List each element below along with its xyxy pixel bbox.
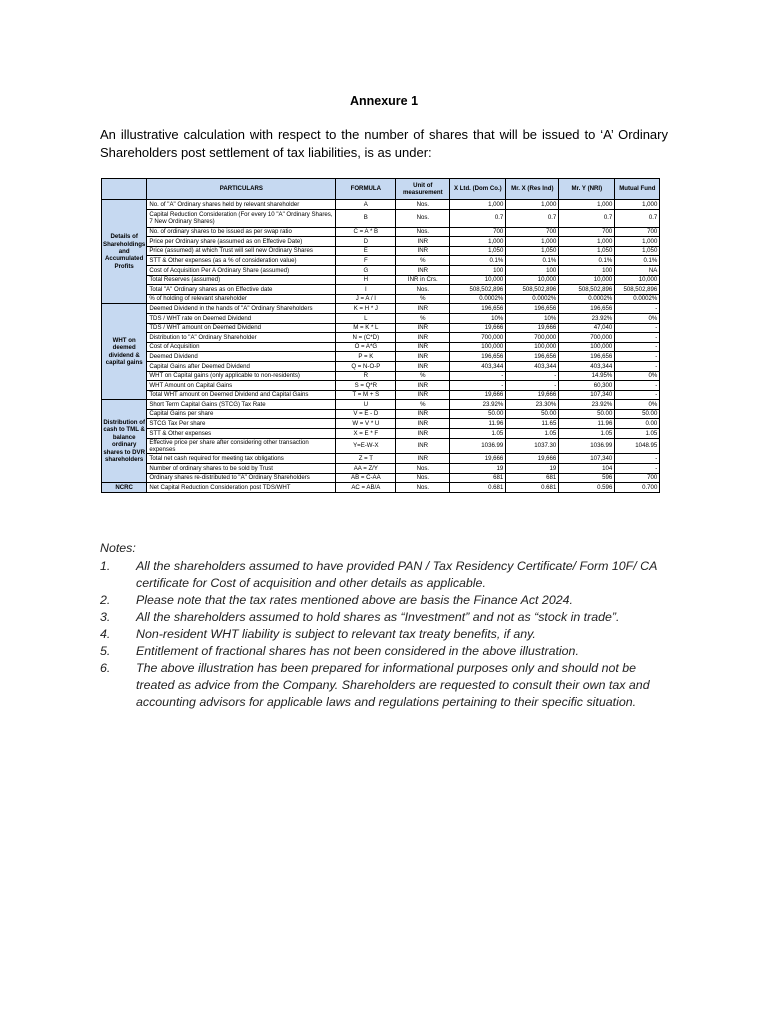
cell-mr-x: 1,050 — [506, 246, 559, 256]
table-row — [102, 390, 660, 400]
cell-mr-x: - — [506, 371, 559, 381]
cell-formula: W = V * U — [336, 419, 396, 429]
table-row — [102, 483, 660, 493]
cell-formula: X = E * F — [336, 429, 396, 439]
cell-unit: INR — [396, 304, 450, 314]
cell-mr-y: 196,656 — [559, 304, 615, 314]
cell-x-ltd: 19 — [450, 464, 506, 474]
cell-particulars: Ordinary shares re-distributed to "A" Ordinary Shareholders — [147, 473, 336, 483]
cell-mutual-fund: 1,000 — [615, 237, 660, 247]
cell-particulars: Distribution to "A" Ordinary Shareholder — [147, 333, 336, 343]
cell-unit: INR — [396, 246, 450, 256]
cell-x-ltd: 1,000 — [450, 237, 506, 247]
cell-x-ltd: 1036.99 — [450, 438, 506, 454]
cell-mr-y: 700,000 — [559, 333, 615, 343]
notes-list — [100, 558, 670, 711]
table-row — [102, 227, 660, 237]
cell-particulars: WHT Amount on Capital Gains — [147, 381, 336, 391]
cell-mutual-fund: 0.7 — [615, 209, 660, 227]
row-group-label: Details of Shareholdings and Accumulated Profits — [102, 200, 147, 304]
table-row — [102, 454, 660, 464]
cell-x-ltd: 196,656 — [450, 352, 506, 362]
cell-x-ltd: 19,666 — [450, 454, 506, 464]
note-number: 3. — [100, 610, 111, 624]
note-item — [100, 558, 670, 592]
cell-mr-x: - — [506, 381, 559, 391]
cell-particulars: Price (assumed) at which Trust will sell new Ordinary Shares — [147, 246, 336, 256]
cell-mr-y: 100,000 — [559, 342, 615, 352]
cell-mr-x: 1,000 — [506, 237, 559, 247]
cell-unit: % — [396, 400, 450, 410]
cell-mr-x: 19,666 — [506, 323, 559, 333]
cell-mr-y: 104 — [559, 464, 615, 474]
cell-mutual-fund: 0.00 — [615, 419, 660, 429]
cell-particulars: Total net cash required for meeting tax obligations — [147, 454, 336, 464]
cell-unit: INR — [396, 429, 450, 439]
table-row — [102, 473, 660, 483]
cell-mutual-fund: - — [615, 381, 660, 391]
cell-x-ltd: 403,344 — [450, 361, 506, 371]
calculation-table — [101, 178, 660, 493]
header-mr-y: Mr. Y (NRI) — [559, 179, 615, 200]
cell-mr-y: 508,502,896 — [559, 285, 615, 295]
cell-mr-y: 0.0002% — [559, 294, 615, 304]
note-number: 1. — [100, 559, 111, 573]
table-row — [102, 429, 660, 439]
table-row — [102, 381, 660, 391]
cell-mutual-fund: 0.1% — [615, 256, 660, 266]
cell-formula: Z = T — [336, 454, 396, 464]
cell-mr-y: 23.92% — [559, 313, 615, 323]
cell-formula: K = H * J — [336, 304, 396, 314]
cell-particulars: TDS / WHT rate on Deemed Dividend — [147, 313, 336, 323]
table-row — [102, 275, 660, 285]
cell-formula: AC = AB/A — [336, 483, 396, 493]
cell-particulars: Effective price per share after considering other transaction expenses — [147, 438, 336, 454]
cell-mr-x: 1,000 — [506, 200, 559, 210]
cell-formula: B — [336, 209, 396, 227]
cell-unit: % — [396, 256, 450, 266]
header-mr-x: Mr. X (Res Ind) — [506, 179, 559, 200]
cell-mr-x: 0.7 — [506, 209, 559, 227]
cell-particulars: Short Term Capital Gains (STCG) Tax Rate — [147, 400, 336, 410]
header-unit: Unit of measurement — [396, 179, 450, 200]
cell-unit: INR — [396, 352, 450, 362]
cell-mr-x: 100,000 — [506, 342, 559, 352]
cell-mr-y: 14.95% — [559, 371, 615, 381]
cell-particulars: Price per Ordinary share (assumed as on Effective Date) — [147, 237, 336, 247]
cell-particulars: Total Reserves (assumed) — [147, 275, 336, 285]
cell-particulars: Total "A" Ordinary shares as on Effective date — [147, 285, 336, 295]
cell-mutual-fund: 508,502,896 — [615, 285, 660, 295]
cell-x-ltd: 50.00 — [450, 409, 506, 419]
note-item — [100, 626, 670, 643]
cell-mutual-fund: 0% — [615, 371, 660, 381]
cell-formula: L — [336, 313, 396, 323]
cell-mr-y: 10,000 — [559, 275, 615, 285]
notes-section — [100, 540, 670, 711]
cell-x-ltd: 10,000 — [450, 275, 506, 285]
cell-unit: Nos. — [396, 227, 450, 237]
cell-x-ltd: 1,000 — [450, 200, 506, 210]
cell-unit: % — [396, 294, 450, 304]
cell-formula: C = A * B — [336, 227, 396, 237]
cell-unit: INR — [396, 454, 450, 464]
cell-unit: INR — [396, 237, 450, 247]
cell-formula: N = (C*D) — [336, 333, 396, 343]
cell-mr-x: 0.1% — [506, 256, 559, 266]
notes-label: Notes: — [100, 541, 136, 555]
cell-mr-y: 1036.99 — [559, 438, 615, 454]
table-row — [102, 256, 660, 266]
cell-mr-x: 0.0002% — [506, 294, 559, 304]
cell-unit: INR — [396, 265, 450, 275]
cell-x-ltd: 508,502,896 — [450, 285, 506, 295]
cell-mutual-fund: 700 — [615, 473, 660, 483]
cell-mr-x: 19,666 — [506, 390, 559, 400]
note-text: All the shareholders assumed to have provided PAN / Tax Residency Certificate/ Form 10F/ CA certificate for Cost of acquisition and other details as applicable. — [136, 559, 657, 590]
cell-mr-y: 0.7 — [559, 209, 615, 227]
table-row — [102, 464, 660, 474]
cell-mr-y: 1.05 — [559, 429, 615, 439]
cell-mr-y: 23.92% — [559, 400, 615, 410]
cell-mr-y: 403,344 — [559, 361, 615, 371]
cell-unit: % — [396, 313, 450, 323]
cell-mr-y: 700 — [559, 227, 615, 237]
note-item — [100, 592, 670, 609]
cell-mr-x: 1037.30 — [506, 438, 559, 454]
cell-mutual-fund: - — [615, 304, 660, 314]
cell-mutual-fund: - — [615, 390, 660, 400]
cell-unit: INR — [396, 438, 450, 454]
cell-particulars: No. of ordinary shares to be issued as per swap ratio — [147, 227, 336, 237]
cell-mr-y: 47,040 — [559, 323, 615, 333]
cell-formula: AB = C-AA — [336, 473, 396, 483]
note-number: 6. — [100, 661, 111, 675]
cell-mr-x: 681 — [506, 473, 559, 483]
note-number: 5. — [100, 644, 111, 658]
cell-mr-x: 700,000 — [506, 333, 559, 343]
cell-unit: Nos. — [396, 483, 450, 493]
cell-mr-y: 107,340 — [559, 454, 615, 464]
cell-particulars: Capital Gains after Deemed Dividend — [147, 361, 336, 371]
cell-mutual-fund: - — [615, 333, 660, 343]
cell-mr-y: 1,000 — [559, 237, 615, 247]
table-row — [102, 438, 660, 454]
cell-mr-x: 19,666 — [506, 454, 559, 464]
cell-mr-y: 1,000 — [559, 200, 615, 210]
cell-unit: INR — [396, 390, 450, 400]
cell-mutual-fund: 10,000 — [615, 275, 660, 285]
note-text: Please note that the tax rates mentioned above are basis the Finance Act 2024. — [136, 593, 573, 607]
cell-particulars: % of holding of relevant shareholder — [147, 294, 336, 304]
table-row — [102, 371, 660, 381]
cell-x-ltd: 0.1% — [450, 256, 506, 266]
cell-unit: INR — [396, 323, 450, 333]
cell-mutual-fund: 1048.95 — [615, 438, 660, 454]
cell-x-ltd: 0.0002% — [450, 294, 506, 304]
cell-formula: S = Q*R — [336, 381, 396, 391]
note-text: Non-resident WHT liability is subject to relevant tax treaty benefits, if any. — [136, 627, 536, 641]
cell-particulars: Total WHT amount on Deemed Dividend and Capital Gains — [147, 390, 336, 400]
cell-mr-y: 60,300 — [559, 381, 615, 391]
cell-unit: Nos. — [396, 285, 450, 295]
calculation-table-wrapper — [101, 178, 660, 493]
cell-mutual-fund: - — [615, 323, 660, 333]
table-row — [102, 313, 660, 323]
cell-mr-x: 700 — [506, 227, 559, 237]
table-row — [102, 352, 660, 362]
note-item — [100, 660, 670, 711]
cell-mr-x: 50.00 — [506, 409, 559, 419]
cell-formula: U — [336, 400, 396, 410]
cell-mr-y: 596 — [559, 473, 615, 483]
cell-particulars: STCG Tax Per share — [147, 419, 336, 429]
cell-formula: R — [336, 371, 396, 381]
header-x-ltd: X Ltd. (Dom Co.) — [450, 179, 506, 200]
cell-unit: Nos. — [396, 209, 450, 227]
cell-x-ltd: 100 — [450, 265, 506, 275]
cell-particulars: TDS / WHT amount on Deemed Dividend — [147, 323, 336, 333]
cell-formula: T = M + S — [336, 390, 396, 400]
cell-formula: P = K — [336, 352, 396, 362]
cell-x-ltd: 681 — [450, 473, 506, 483]
note-number: 2. — [100, 593, 111, 607]
cell-x-ltd: 0.681 — [450, 483, 506, 493]
cell-mutual-fund: 0.700 — [615, 483, 660, 493]
header-particulars: PARTICULARS — [147, 179, 336, 200]
table-row — [102, 409, 660, 419]
cell-x-ltd: 100,000 — [450, 342, 506, 352]
cell-unit: INR in Crs. — [396, 275, 450, 285]
cell-mr-x: 0.681 — [506, 483, 559, 493]
cell-mutual-fund: 700 — [615, 227, 660, 237]
cell-mutual-fund: 0% — [615, 313, 660, 323]
cell-particulars: Capital Gains per share — [147, 409, 336, 419]
row-group-label: Distribution of cash to TML & balance ordinary shares to DVR shareholders — [102, 400, 147, 483]
cell-x-ltd: 0.7 — [450, 209, 506, 227]
cell-mr-x: 23.30% — [506, 400, 559, 410]
cell-unit: Nos. — [396, 464, 450, 474]
table-row — [102, 323, 660, 333]
cell-formula: I — [336, 285, 396, 295]
cell-mutual-fund: 0% — [615, 400, 660, 410]
cell-mr-x: 10% — [506, 313, 559, 323]
header-mutual-fund: Mutual Fund — [615, 179, 660, 200]
note-text: Entitlement of fractional shares has not been considered in the above illustration. — [136, 644, 579, 658]
cell-mutual-fund: 50.00 — [615, 409, 660, 419]
note-text: All the shareholders assumed to hold shares as “Investment” and not as “stock in trade”. — [136, 610, 620, 624]
cell-mutual-fund: - — [615, 361, 660, 371]
cell-particulars: Net Capital Reduction Consideration post TDS/WHT — [147, 483, 336, 493]
cell-x-ltd: 1.05 — [450, 429, 506, 439]
table-row — [102, 333, 660, 343]
table-row — [102, 304, 660, 314]
table-row — [102, 361, 660, 371]
cell-mutual-fund: NA — [615, 265, 660, 275]
cell-unit: INR — [396, 381, 450, 391]
cell-mr-x: 100 — [506, 265, 559, 275]
cell-unit: INR — [396, 342, 450, 352]
cell-unit: INR — [396, 419, 450, 429]
cell-mutual-fund: - — [615, 464, 660, 474]
cell-mutual-fund: 1.05 — [615, 429, 660, 439]
cell-mutual-fund: 1,050 — [615, 246, 660, 256]
cell-x-ltd: 1,050 — [450, 246, 506, 256]
cell-mr-y: 100 — [559, 265, 615, 275]
cell-unit: INR — [396, 361, 450, 371]
cell-formula: G — [336, 265, 396, 275]
cell-particulars: No. of "A" Ordinary shares held by relevant shareholder — [147, 200, 336, 210]
table-row — [102, 200, 660, 210]
note-text: The above illustration has been prepared for informational purposes only and should not be treated as advice from the Company. Shareholders are requested to consult their own tax and accounting advisors for applicable laws and regulations pertaining to their specific situation. — [136, 661, 650, 709]
cell-x-ltd: 23.92% — [450, 400, 506, 410]
cell-mr-y: 11.96 — [559, 419, 615, 429]
cell-unit: Nos. — [396, 200, 450, 210]
cell-formula: M = K * L — [336, 323, 396, 333]
cell-formula: Y=E-W-X — [336, 438, 396, 454]
cell-formula: AA = Z/Y — [336, 464, 396, 474]
header-formula: FORMULA — [336, 179, 396, 200]
cell-mr-y: 107,340 — [559, 390, 615, 400]
table-row — [102, 419, 660, 429]
cell-formula: E — [336, 246, 396, 256]
cell-unit: INR — [396, 409, 450, 419]
table-row — [102, 265, 660, 275]
cell-x-ltd: 700 — [450, 227, 506, 237]
cell-mutual-fund: - — [615, 352, 660, 362]
table-row — [102, 246, 660, 256]
cell-mr-x: 508,502,896 — [506, 285, 559, 295]
cell-formula: O = A*G — [336, 342, 396, 352]
cell-formula: D — [336, 237, 396, 247]
cell-mutual-fund: 0.0002% — [615, 294, 660, 304]
cell-x-ltd: 196,656 — [450, 304, 506, 314]
cell-formula: F — [336, 256, 396, 266]
cell-particulars: Number of ordinary shares to be sold by Trust — [147, 464, 336, 474]
cell-mr-y: 0.1% — [559, 256, 615, 266]
row-group-label: WHT on deemed dividend & capital gains — [102, 304, 147, 400]
note-item — [100, 609, 670, 626]
cell-x-ltd: 11.96 — [450, 419, 506, 429]
cell-x-ltd: 19,666 — [450, 390, 506, 400]
table-row — [102, 294, 660, 304]
cell-particulars: Cost of Acquisition Per A Ordinary Share (assumed) — [147, 265, 336, 275]
cell-mr-y: 50.00 — [559, 409, 615, 419]
cell-mr-x: 403,344 — [506, 361, 559, 371]
cell-mr-x: 196,656 — [506, 352, 559, 362]
cell-particulars: STT & Other expenses — [147, 429, 336, 439]
cell-mr-x: 19 — [506, 464, 559, 474]
table-row — [102, 400, 660, 410]
cell-formula: Q = N-O-P — [336, 361, 396, 371]
cell-x-ltd: - — [450, 381, 506, 391]
cell-mr-y: 1,050 — [559, 246, 615, 256]
cell-particulars: Cost of Acquisition — [147, 342, 336, 352]
cell-unit: INR — [396, 333, 450, 343]
cell-particulars: Deemed Dividend in the hands of "A" Ordinary Shareholders — [147, 304, 336, 314]
header-group-blank — [102, 179, 147, 200]
cell-formula: H — [336, 275, 396, 285]
note-number: 4. — [100, 627, 111, 641]
cell-mutual-fund: - — [615, 342, 660, 352]
row-group-label: NCRC — [102, 483, 147, 493]
cell-mr-y: 0.596 — [559, 483, 615, 493]
cell-x-ltd: 19,666 — [450, 323, 506, 333]
cell-particulars: WHT on Capital gains (only applicable to non-residents) — [147, 371, 336, 381]
cell-formula: V = E - D — [336, 409, 396, 419]
cell-mr-x: 10,000 — [506, 275, 559, 285]
cell-mr-x: 1.05 — [506, 429, 559, 439]
table-header-row — [102, 179, 660, 200]
cell-mr-y: 196,656 — [559, 352, 615, 362]
cell-mutual-fund: - — [615, 454, 660, 464]
cell-x-ltd: 10% — [450, 313, 506, 323]
cell-unit: Nos. — [396, 473, 450, 483]
cell-mr-x: 11.65 — [506, 419, 559, 429]
table-row — [102, 237, 660, 247]
cell-particulars: Capital Reduction Consideration (For every 10 "A" Ordinary Shares, 7 New Ordinary Shares) — [147, 209, 336, 227]
cell-formula: J = A / I — [336, 294, 396, 304]
table-row — [102, 285, 660, 295]
cell-mutual-fund: 1,000 — [615, 200, 660, 210]
table-row — [102, 342, 660, 352]
table-row — [102, 209, 660, 227]
cell-formula: A — [336, 200, 396, 210]
note-item — [100, 643, 670, 660]
cell-mr-x: 196,656 — [506, 304, 559, 314]
cell-unit: % — [396, 371, 450, 381]
annexure-title: Annexure 1 — [349, 94, 419, 108]
cell-particulars: STT & Other expenses (as a % of consideration value) — [147, 256, 336, 266]
cell-x-ltd: 700,000 — [450, 333, 506, 343]
intro-paragraph: An illustrative calculation with respect to the number of shares that will be issued to ‘A’ Ordinary Shareholders post settlement of tax liabilities, is as under: — [100, 127, 668, 160]
cell-x-ltd: - — [450, 371, 506, 381]
cell-particulars: Deemed Dividend — [147, 352, 336, 362]
